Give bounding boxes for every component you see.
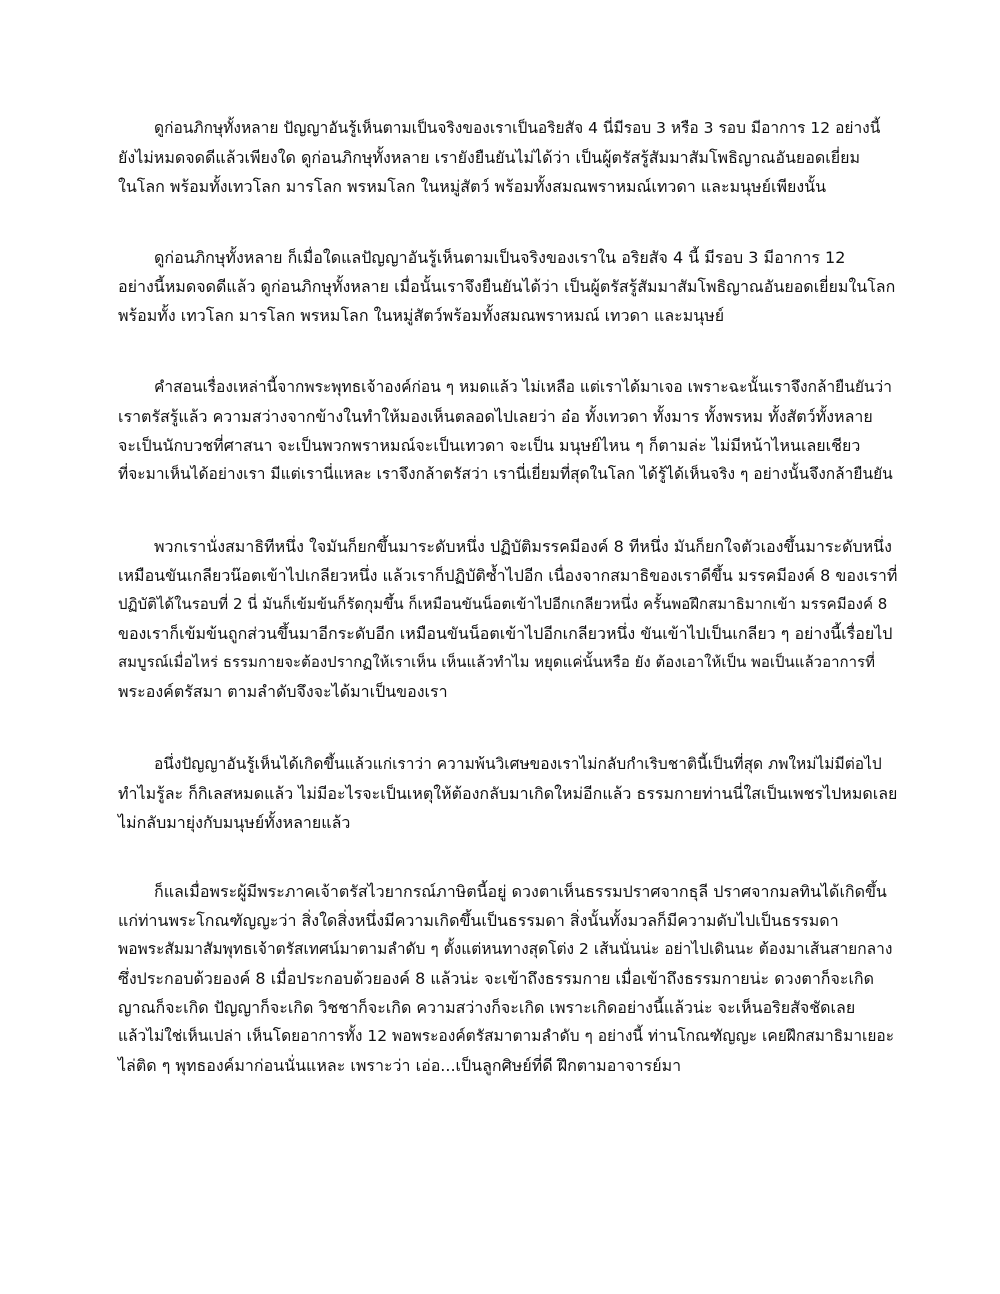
paragraph-4 [118,532,898,706]
text-line: ยังไม่หมดจดดีแล้วเพียงใด ดูก่อนภิกษุทั้งหลาย เรายังยืนยันไม่ได้ว่า เป็นผู้ตรัสรู้สัมมาสัมโพธิญาณอันยอดเยี่ยม [118,148,861,167]
text-line: ปฏิบัติได้ในรอบที่ 2 นี่ มันก็เข้มข้นก็รัดกุมขึ้น ก็เหมือนขันน็อตเข้าไปอีกเกลียวหนึ่ง ครั้นพอฝึกสมาธิมากเข้า มรรคมีองค์ 8 [118,595,888,613]
text-line: อย่างนี้หมดจดดีแล้ว ดูก่อนภิกษุทั้งหลาย เมื่อนั้นเราจึงยืนยันได้ว่า เป็นผู้ตรัสรู้สัมมาสัมโพธิญาณอันยอดเยี่ยมในโลก [118,277,896,296]
text-line: เหมือนขันเกลียวน๊อตเข้าไปเกลียวหนึ่ง แล้วเราก็ปฏิบัติซ้ำไปอีก เนื่องจากสมาธิของเราดีขึ้น มรรคมีองค์ 8 ของเราที่ [118,566,898,585]
paragraph-6 [118,877,898,1080]
text-line: ไม่กลับมายุ่งกับมนุษย์ทั้งหลายแล้ว [118,813,351,832]
text-line: ในโลก พร้อมทั้งเทวโลก มารโลก พรหมโลก ในหมู่สัตว์ พร้อมทั้งสมณพราหมณ์เทวดา และมนุษย์เพียงนั้น [118,177,827,196]
text-line: ที่จะมาเห็นได้อย่างเรา มีแต่เรานี่แหละ เราจึงกล้าตรัสว่า เรานี่เยี่ยมที่สุดในโลก ได้รู้ได้เห็นจริง ๆ อย่างนั้นจึงกล้ายืนยัน [118,465,893,483]
text-line: ดูก่อนภิกษุทั้งหลาย ก็เมื่อใดแลปัญญาอันรู้เห็นตามเป็นจริงของเราใน อริยสัจ 4 นี้ มีรอบ 3 มีอาการ 12 [154,248,846,267]
text-line: ก็แลเมื่อพระผู้มีพระภาคเจ้าตรัสไวยากรณ์ภาษิตนี้อยู่ ดวงตาเห็นธรรมปราศจากธุลี ปราศจากมลทินได้เกิดขึ้น [154,882,887,901]
text-line: จะเป็นนักบวชที่ศาสนา จะเป็นพวกพราหมณ์จะเป็นเทวดา จะเป็น มนุษย์ไหน ๆ ก็ตามล่ะ ไม่มีหน้าไหนเลยเชียว [118,436,861,455]
text-line: แก่ท่านพระโกณฑัญญะว่า สิ่งใดสิ่งหนึ่งมีความเกิดขึ้นเป็นธรรมดา สิ่งนั้นทั้งมวลก็มีความดับไปเป็นธรรมดา [118,911,839,930]
text-line: พระองค์ตรัสมา ตามลำดับจึงจะได้มาเป็นของเรา [118,682,448,701]
text-line: ดูก่อนภิกษุทั้งหลาย ปัญญาอันรู้เห็นตามเป็นจริงของเราเป็นอริยสัจ 4 นี่มีรอบ 3 หรือ 3 รอบ มีอาการ 12 อย่างนี้ [154,119,881,137]
paragraph-3 [118,373,898,489]
text-line: ซึ่งประกอบด้วยองค์ 8 เมื่อประกอบด้วยองค์ 8 แล้วน่ะ จะเข้าถึงธรรมกาย เมื่อเข้าถึงธรรมกายน่ะ ดวงตาก็จะเกิด [118,969,874,988]
text-line: คำสอนเรื่องเหล่านี้จากพระพุทธเจ้าองค์ก่อน ๆ หมดแล้ว ไม่เหลือ แต่เราได้มาเจอ เพราะฉะนั้นเราจึงกล้ายืนยันว่า [154,378,892,396]
text-line: อนึ่งปัญญาอันรู้เห็นได้เกิดขึ้นแล้วแก่เราว่า ความพ้นวิเศษของเราไม่กลับกำเริบชาตินี้เป็นที่สุด ภพใหม่ไม่มีต่อไป [154,755,882,773]
text-line: เราตรัสรู้แล้ว ความสว่างจากข้างในทำให้มองเห็นตลอดไปเลยว่า อ๋อ ทั้งเทวดา ทั้งมาร ทั้งพรหม ทั้งสัตว์ทั้งหลาย [118,407,873,426]
text-line: พร้อมทั้ง เทวโลก มารโลก พรหมโลก ในหมู่สัตว์พร้อมทั้งสมณพราหมณ์ เทวดา และมนุษย์ [118,306,725,325]
text-line: สมบูรณ์เมื่อไหร่ ธรรมกายจะต้องปรากฏให้เราเห็น เห็นแล้วทำไม หยุดแค่นั้นหรือ ยัง ต้องเอาให้เป็น พอเป็นแล้วอาการที่ [118,653,875,671]
text-line: ของเราก็เข้มข้นถูกส่วนขึ้นมาอีกระดับอีก เหมือนขันน็อตเข้าไปอีกเกลียวหนึ่ง ขันเข้าไปเป็นเกลียว ๆ อย่างนี้เรื่อยไป [118,624,893,643]
paragraph-2 [118,243,898,330]
text-line: พอพระสัมมาสัมพุทธเจ้าตรัสเทศน์มาตามลำดับ ๆ ตั้งแต่หนทางสุดโต่ง 2 เส้นนั่นน่ะ อย่าไปเดินนะ ต้องมาเส้นสายกลาง [118,940,893,958]
text-line: ทำไมรู้ละ ก็กิเลสหมดแล้ว ไม่มีอะไรจะเป็นเหตุให้ต้องกลับมาเกิดใหม่อีกแล้ว ธรรมกายท่านนี่ใสเป็นเพชรไปหมดเลย [118,784,898,803]
text-line: ญาณก็จะเกิด ปัญญาก็จะเกิด วิชชาก็จะเกิด ความสว่างก็จะเกิด เพราะเกิดอย่างนี้แล้วน่ะ จะเห็นอริยสัจชัดเลย [118,998,856,1017]
text-line: ไล่ติด ๆ พุทธองค์มาก่อนนั่นแหละ เพราะว่า เอ่อ...เป็นลูกศิษย์ที่ดี ฝึกตามอาจารย์มา [118,1056,682,1075]
text-line: พวกเรานั่งสมาธิทีหนึ่ง ใจมันก็ยกขึ้นมาระดับหนึ่ง ปฏิบัติมรรคมีองค์ 8 ทีหนึ่ง มันก็ยกใจตัวเองขึ้นมาระดับหนึ่ง [154,537,892,556]
paragraph-5 [118,750,898,837]
text-line: แล้วไม่ใช่เห็นเปล่า เห็นโดยอาการทั้ง 12 พอพระองค์ตรัสมาตามลำดับ ๆ อย่างนี้ ท่านโกณฑัญญะ เคยฝึกสมาธิมาเยอะ [118,1027,895,1045]
paragraph-1 [118,114,898,201]
